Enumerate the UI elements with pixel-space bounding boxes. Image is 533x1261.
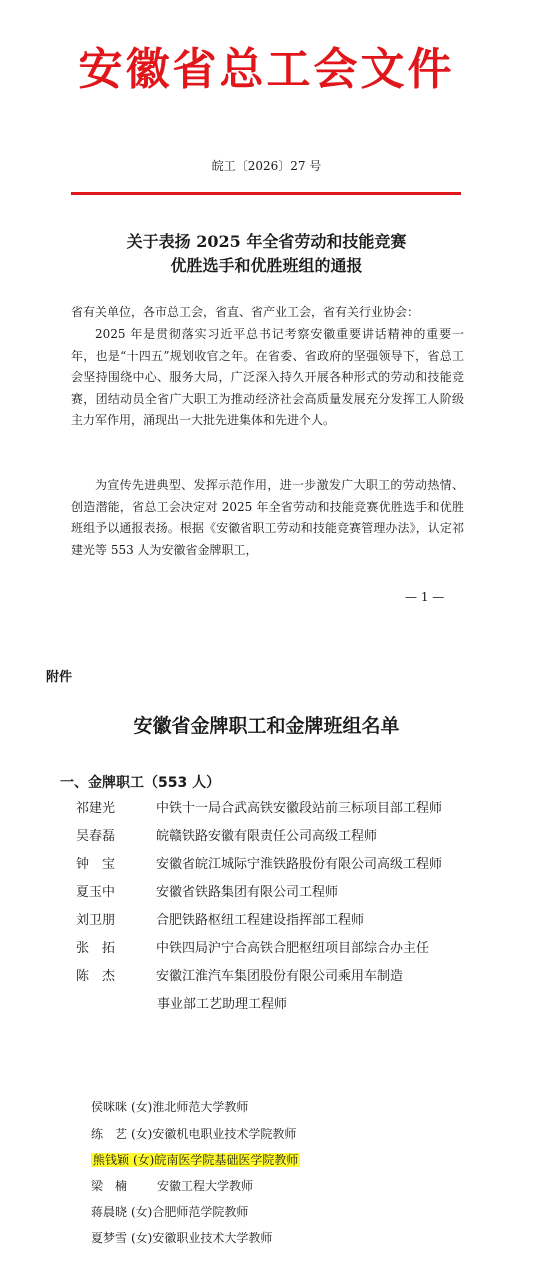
worker-name: 吴春磊 [76, 829, 116, 844]
highlight-mark [91, 1153, 300, 1167]
worker-desc-continued: 事业部工艺助理工程师 [157, 997, 288, 1012]
paragraph-2: 为宣传先进典型、发挥示范作用，进一步激发广大职工的劳动热情、创造潜能，省总工会决定对 2025 年全省劳动和技能竞赛优胜选手和优胜班组予以通报表扬。根据《安徽省职工劳动和技能竞赛管理办法》，认定祁建光等 553 人为安徽省金牌职工， [71, 478, 464, 557]
teacher-gender: (女) [131, 1100, 153, 1114]
section-heading: 一、金牌职工（553 人） [60, 775, 221, 791]
teacher-row [91, 1176, 253, 1196]
teacher-row [91, 1202, 248, 1222]
teacher-desc: 皖南医学院基础医学院教师 [154, 1153, 299, 1167]
teacher-desc: 合肥师范学院教师 [152, 1205, 249, 1219]
worker-desc: 安徽江淮汽车集团股份有限公司乘用车制造 [156, 969, 404, 984]
attachment-label: 附件 [46, 670, 73, 685]
teacher-gender: (女) [133, 1153, 155, 1167]
notice-title-line1: 关于表扬 2025 年全省劳动和技能竞赛 [126, 232, 407, 251]
teacher-row [91, 1228, 272, 1248]
teacher-row-highlighted [91, 1150, 300, 1170]
red-divider [71, 192, 461, 195]
worker-row [76, 851, 516, 879]
page-number: — 1 — [405, 590, 445, 604]
worker-row [76, 935, 516, 963]
worker-name: 张 拓 [76, 941, 116, 956]
worker-row [76, 907, 516, 935]
worker-row [76, 879, 516, 907]
worker-row [76, 795, 516, 823]
worker-name: 祁建光 [76, 801, 116, 816]
worker-desc: 安徽省铁路集团有限公司工程师 [156, 885, 339, 900]
document-number: 皖工〔2026〕27 号 [211, 159, 322, 173]
teacher-name: 熊钱颖 [93, 1153, 130, 1167]
teacher-row [91, 1124, 296, 1144]
worker-name: 陈 杰 [76, 969, 116, 984]
worker-desc: 皖赣铁路安徽有限责任公司高级工程师 [156, 829, 378, 844]
worker-name: 夏玉中 [76, 885, 116, 900]
teacher-gender: (女) [131, 1205, 153, 1219]
notice-title-line2: 优胜选手和优胜班组的通报 [170, 256, 363, 275]
teacher-desc: 淮北师范大学教师 [152, 1100, 249, 1114]
teacher-name: 侯咪咪 [91, 1100, 128, 1114]
teacher-name: 梁 楠 [91, 1179, 128, 1193]
worker-desc: 安徽省皖江城际宁淮铁路股份有限公司高级工程师 [156, 857, 443, 872]
document-header-title: 安徽省总工会文件 [78, 44, 455, 95]
teacher-gender: (女) [131, 1231, 153, 1245]
teacher-desc: 安徽机电职业技术学院教师 [152, 1127, 297, 1141]
teacher-name: 夏梦雪 [91, 1231, 128, 1245]
worker-name: 刘卫朋 [76, 913, 116, 928]
worker-row [76, 823, 516, 851]
teacher-desc: 安徽职业技术大学教师 [152, 1231, 273, 1245]
list-title: 安徽省金牌职工和金牌班组名单 [133, 715, 400, 737]
worker-desc: 合肥铁路枢纽工程建设指挥部工程师 [156, 913, 365, 928]
teacher-name: 练 艺 [91, 1127, 128, 1141]
teacher-row [91, 1097, 248, 1117]
teacher-gender: (女) [131, 1127, 153, 1141]
worker-desc: 中铁四局沪宁合高铁合肥枢纽项目部综合办主任 [156, 941, 430, 956]
worker-desc: 中铁十一局合武高铁安徽段站前三标项目部工程师 [156, 801, 443, 816]
paragraph-1: 2025 年是贯彻落实习近平总书记考察安徽重要讲话精神的重要一年，也是“十四五”规划收官之年。在省委、省政府的坚强领导下，省总工会坚持围绕中心、服务大局，广泛深入持久开展各种形式的劳动和技能竞赛，团结动员全省广大职工为推动经济社会高质量发展充分发挥工人阶级主力军作用，涌现出一大批先进集体和先进个人。 [71, 327, 464, 427]
worker-row [76, 963, 516, 991]
teacher-name: 蒋晨晓 [91, 1205, 128, 1219]
notice-title [0, 230, 533, 278]
worker-name: 钟 宝 [76, 857, 116, 872]
teacher-desc: 安徽工程大学教师 [157, 1179, 254, 1193]
salutation: 省有关单位，各市总工会，省直、省产业工会，省有关行业协会： [71, 305, 420, 319]
